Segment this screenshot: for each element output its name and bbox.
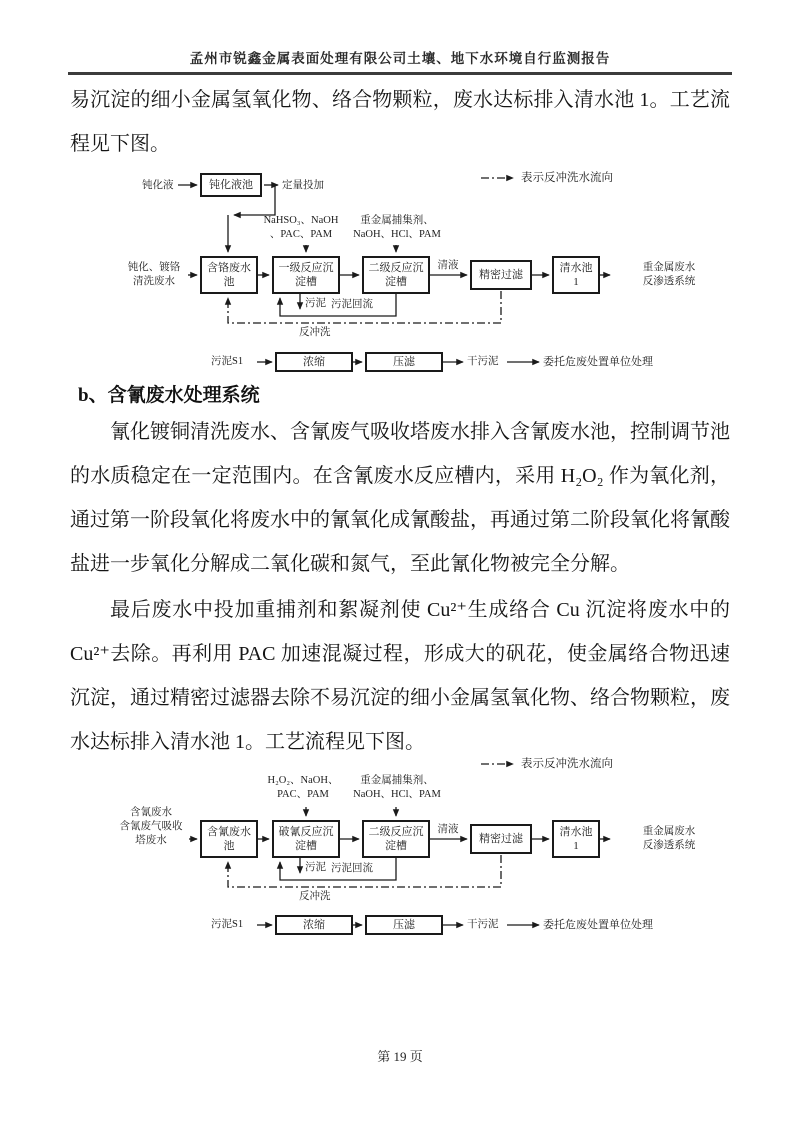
fc2-box-cn-breaking-tank: 破氰反应沉 淀槽 xyxy=(272,820,340,858)
fc1-disposal-label: 委托危废处置单位处理 xyxy=(543,356,653,368)
fc1-sludge-s1-label: 污泥S1 xyxy=(211,356,244,367)
fc1-sludge-return-label: 污泥回流 xyxy=(331,299,373,310)
header-rule xyxy=(68,72,732,75)
intro-paragraph: 易沉淀的细小金属氢氧化物、络合物颗粒，废水达标排入清水池 1。工艺流程见下图。 xyxy=(70,89,730,155)
fc1-box-passivation-tank: 钝化液池 xyxy=(200,173,262,197)
flowchart-cyanide-wastewater xyxy=(115,750,800,945)
flowchart-chromium-wastewater xyxy=(115,160,800,382)
fc2-sludge-return-label: 污泥回流 xyxy=(331,863,373,874)
fc1-box-thickening: 浓缩 xyxy=(275,352,353,372)
fc1-dosing-label: 定量投加 xyxy=(282,180,324,191)
page-header-title: 孟州市锐鑫金属表面处理有限公司土壤、地下水环境自行监测报告 xyxy=(189,51,611,66)
fc2-box-clear-water-pool: 清水池 1 xyxy=(552,820,600,858)
fc1-box-stage2-reaction-tank: 二级反应沉 淀槽 xyxy=(362,256,430,294)
fc1-reagent2-label: 重金属捕集剂、 NaOH、HCl、PAM xyxy=(353,215,441,240)
fc1-box-clear-water-pool: 清水池 1 xyxy=(552,256,600,294)
fc2-reagent2-label: 重金属捕集剂、 NaOH、HCl、PAM xyxy=(353,775,441,800)
fc2-sludge-label: 污泥 xyxy=(305,862,326,873)
fc2-backwash-label: 反冲洗 xyxy=(299,891,331,902)
fc1-legend-label: 表示反冲洗水流向 xyxy=(521,172,613,184)
page-number: 第 19 页 xyxy=(377,1049,423,1064)
fc1-source-label: 钝化液 xyxy=(142,180,174,191)
fc2-output-label: 重金属废水 反渗透系统 xyxy=(642,826,696,851)
fc2-input-label: 含氰废水 含氰废气吸收 塔废水 xyxy=(119,807,183,846)
fc2-dry-sludge-label: 干污泥 xyxy=(467,919,499,930)
fc2-disposal-label: 委托危废处置单位处理 xyxy=(543,919,653,931)
fc2-sludge-s1-label: 污泥S1 xyxy=(211,919,244,930)
section-b-paragraph-2: 最后废水中投加重捕剂和絮凝剂使 Cu²⁺生成络合 Cu 沉淀将废水中的 Cu²⁺去除。再利用 PAC 加速混凝过程，形成大的矾花，使金属络合物迅速沉淀，通过精密过滤器去除不易沉淀的细小金属氢氧化物、络合物颗粒，废水达标排入清水池 1。工艺流程见下图。 xyxy=(70,599,730,753)
fc1-sludge-label: 污泥 xyxy=(305,298,326,309)
fc1-reagent1-label: NaHSO₃、NaOH 、PAC、PAM xyxy=(263,215,339,240)
fc1-backwash-label: 反冲洗 xyxy=(299,327,331,338)
fc1-output-label: 重金属废水 反渗透系统 xyxy=(642,262,696,287)
section-b-paragraph-1: 氰化镀铜清洗废水、含氰废气吸收塔废水排入含氰废水池，控制调节池的水质稳定在一定范围内。在含氰废水反应槽内，采用 H₂O₂ 作为氧化剂，通过第一阶段氧化将废水中的氰氧化成氰酸盐，再通过第二阶段氧化将氰酸盐进一步氧化分解成二氧化碳和氮气，至此氰化物被完全分解。 xyxy=(70,421,730,575)
fc1-box-precision-filter: 精密过滤 xyxy=(470,260,532,290)
fc1-box-press-filter: 压滤 xyxy=(365,352,443,372)
section-b-heading: b、含氰废水处理系统 xyxy=(78,385,260,406)
fc2-legend-label: 表示反冲洗水流向 xyxy=(521,758,613,770)
fc1-box-stage1-reaction-tank: 一级反应沉 淀槽 xyxy=(272,256,340,294)
fc2-box-thickening: 浓缩 xyxy=(275,915,353,935)
fc2-box-press-filter: 压滤 xyxy=(365,915,443,935)
fc2-box-cn-wastewater-pool: 含氰废水 池 xyxy=(200,820,258,858)
fc2-clear-liquid-label: 清液 xyxy=(437,824,459,835)
fc1-dry-sludge-label: 干污泥 xyxy=(467,356,499,367)
fc2-box-precision-filter: 精密过滤 xyxy=(470,824,532,854)
fc1-box-cr-wastewater-pool: 含铬废水 池 xyxy=(200,256,258,294)
fc2-box-stage2-reaction-tank: 二级反应沉 淀槽 xyxy=(362,820,430,858)
fc2-reagent1-label: H₂O₂、NaOH、 PAC、PAM xyxy=(267,775,339,800)
fc1-input-label: 钝化、镀铬 清洗废水 xyxy=(127,262,181,287)
fc1-clear-liquid-label: 清液 xyxy=(437,260,459,271)
